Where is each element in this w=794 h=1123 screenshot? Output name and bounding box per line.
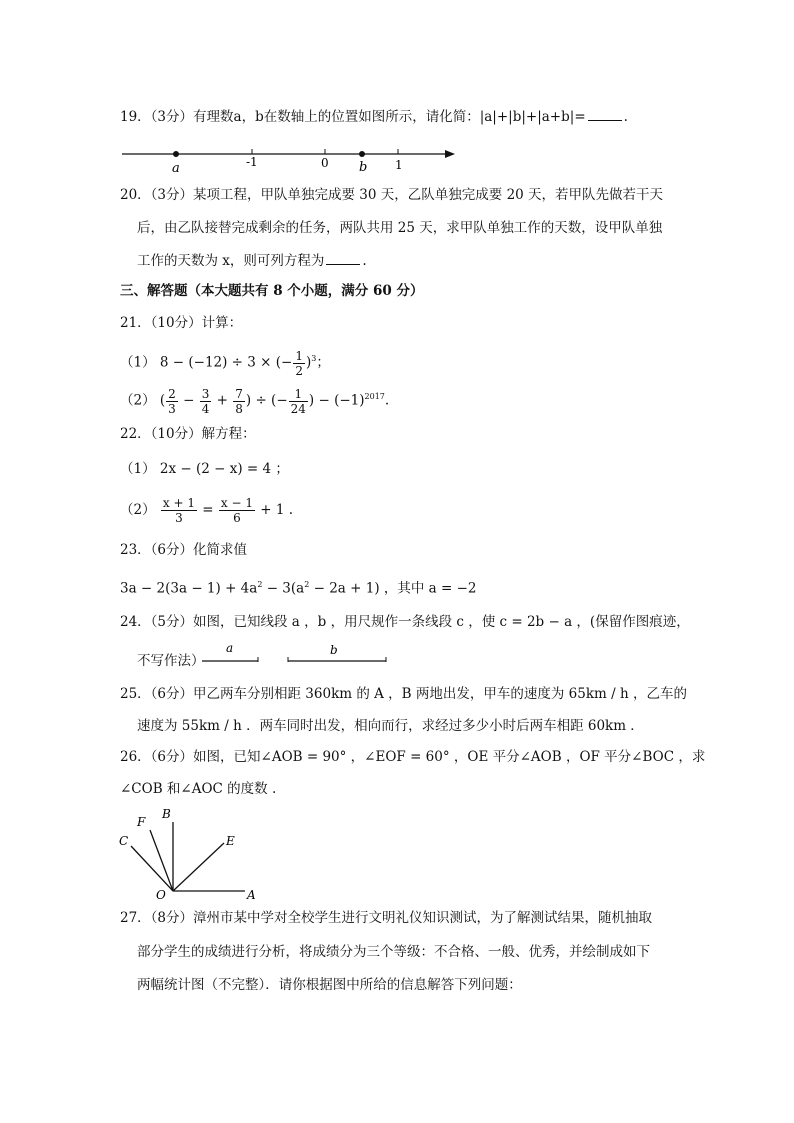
q25-line1: 25．（6分）甲乙两车分别相距 360km 的 A ，B 两地出发，甲车的速度为 65km / h ，乙车的 [120, 686, 687, 702]
point-b [359, 151, 365, 157]
q26-line2: ∠COB 和∠AOC 的度数 . [120, 781, 277, 797]
q19-line [120, 106, 628, 127]
q21-part2: （2） ( $\frac{2}{3}$ − $\frac{3}{4}$ + $\frac{7}{8}$ ) ÷ (− $\frac{1}{24}$ ) − $(-1)^{2017}$. [120, 386, 390, 416]
q22-part2: （2） $\frac{x + 1}{3}$ = $\frac{x - 1}{6}$ + 1 . [120, 496, 294, 525]
angle-figure [112, 806, 272, 902]
section-title: 三、解答题（本大题共有 8 个小题，满分 60 分） [120, 283, 424, 299]
q27-line2: 部分学生的成绩进行分析，将成绩分为三个等级：不合格、一般、优秀，并绘制成如下 [137, 944, 650, 960]
q24-line2: 不写作法） [137, 653, 205, 669]
q24-line1: 24．（5分）如图，已知线段 a ，b ，用尺规作一条线段 c ，使 c = 2b − a ，(保留作图痕迹， [120, 614, 690, 630]
label-minus1: -1 [246, 155, 258, 169]
q25-line2: 速度为 55km / h ．两车同时出发，相向而行，求经过多少小时后两车相距 60km ． [137, 718, 644, 734]
q20-line3 [137, 250, 367, 271]
q20-line3-text: 工作的天数为 x，则可列方程为 [137, 253, 325, 269]
segment-a-label: a [226, 641, 234, 655]
label-B: B [162, 807, 171, 821]
label-O: O [156, 888, 166, 902]
segment-b-label: b [330, 643, 338, 657]
q20-end: . [362, 253, 367, 269]
q21-part1: （1） 8 − (−12) ÷ 3 × (− $\frac{1}{2}$ )$^3$； [120, 348, 330, 378]
label-a: a [172, 161, 180, 176]
q20-line1: 20．（3分）某项工程，甲队单独完成要 30 天，乙队单独完成要 20 天，若甲队先做若干天 [120, 187, 664, 203]
label-zero: 0 [321, 156, 329, 170]
q19-answer-blank[interactable] [588, 106, 622, 121]
q23-title: 23．（6分）化简求值 [120, 542, 248, 558]
number-line-arrow [445, 150, 455, 158]
q19-end: . [623, 109, 628, 125]
ray-OF [150, 830, 173, 891]
q26-line1: 26．（6分）如图，已知∠AOB = 90° ，∠EOF = 60° ，OE 平分∠AOB ，OF 平分∠BOC ，求 [120, 749, 706, 765]
label-b: b [359, 160, 368, 175]
q22-title: 22．（10分）解方程： [120, 426, 256, 442]
q27-line3: 两幅统计图（不完整）．请你根据图中所给的信息解答下列问题： [137, 977, 522, 993]
point-a [173, 151, 179, 157]
number-line-figure [118, 140, 463, 178]
label-F: F [137, 815, 146, 829]
q19-text: 19．（3分）有理数a，b在数轴上的位置如图所示，请化简：|a|+|b|+|a+b|= [120, 109, 586, 125]
q20-line2: 后，由乙队接替完成剩余的任务，两队共用 25 天，求甲队单独工作的天数，设甲队单独 [137, 220, 663, 236]
ray-OC [131, 846, 173, 891]
q21-title: 21．（10分）计算： [120, 315, 243, 331]
label-C: C [119, 834, 129, 848]
segments-figure [196, 638, 396, 670]
q20-answer-blank[interactable] [326, 250, 360, 265]
q23-expression: $3a - 2(3a - 1) + 4a^2 - 3(a^2 - 2a + 1)$ ，其中 a = −2 [120, 580, 477, 597]
label-A: A [247, 888, 256, 902]
label-E: E [226, 834, 235, 848]
q27-line1: 27．（8分）漳州市某中学对全校学生进行文明礼仪知识测试，为了解测试结果，随机抽取 [120, 910, 653, 926]
label-one: 1 [395, 158, 403, 172]
ray-OE [173, 843, 224, 891]
q22-part1: （1） 2x − (2 − x) = 4 ； [120, 461, 289, 477]
